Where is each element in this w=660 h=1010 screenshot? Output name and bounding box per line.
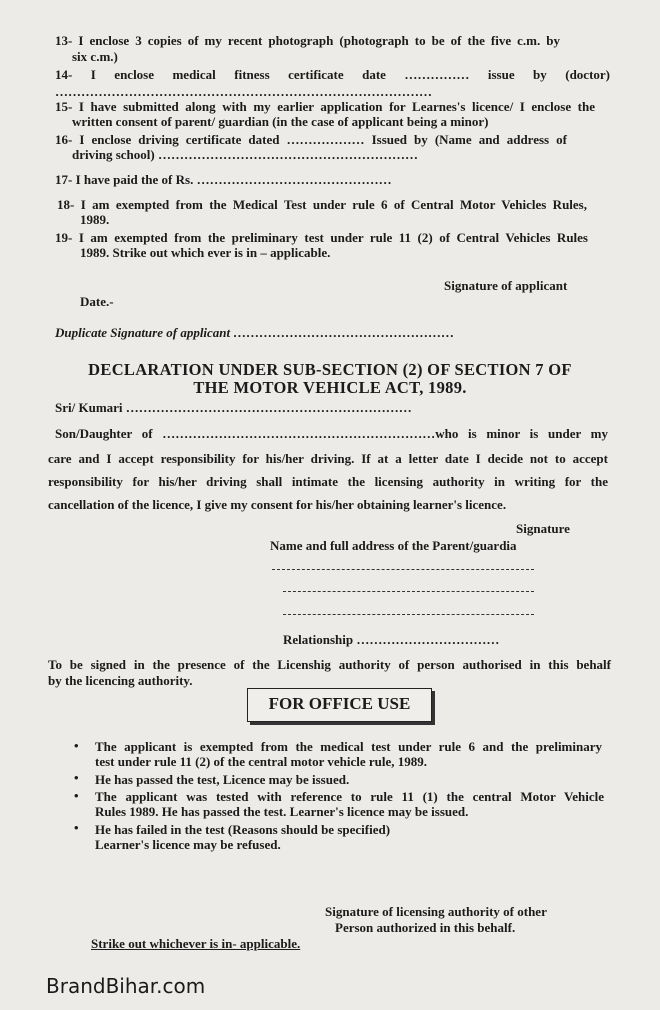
item-16-line1: 16- I enclose driving certificate dated ……………… Issued by (Name and address of <box>55 132 567 147</box>
brand-watermark: BrandBihar.com <box>46 974 206 998</box>
son-daughter-field: Son/Daughter of ………………………………………………………who is minor is under my <box>55 426 608 441</box>
relationship-field: Relationship …………………………… <box>283 632 500 647</box>
item-15-line1: 15- I have submitted along with my earlier application for Learnes's licence/ I enclose the <box>55 99 595 114</box>
bullet-dot: • <box>74 820 79 835</box>
parent-name-address: Name and full address of the Parent/guardia <box>270 538 517 553</box>
office-bullet-3-line1: The applicant was tested with reference to rule 11 (1) the central Motor Vehicle <box>95 789 604 804</box>
item-14-line2: …………………………………………………………………………… <box>55 84 432 99</box>
address-line-1 <box>272 569 534 570</box>
office-bullet-2: He has passed the test, Licence may be issued. <box>95 772 350 787</box>
office-bullet-4-line1: He has failed in the test (Reasons should be specified) <box>95 822 391 837</box>
declaration-title-line1: DECLARATION UNDER SUB-SECTION (2) OF SECTION 7 OF <box>88 360 572 379</box>
presence-line1: To be signed in the presence of the Licenshig authority of person authorised in this behalf <box>48 657 611 672</box>
item-19-line1: 19- I am exempted from the preliminary test under rule 11 (2) of Central Vehicles Rules <box>55 230 588 245</box>
item-13-line2: six c.m.) <box>72 49 118 64</box>
strike-out-note: Strike out whichever is in- applicable. <box>91 936 301 951</box>
office-bullet-3-line2: Rules 1989. He has passed the test. Learner's licence may be issued. <box>95 804 469 819</box>
licensing-authority-signature-line2: Person authorized in this behalf. <box>335 920 516 935</box>
declaration-body-line4: cancellation of the licence, I give my consent for his/her obtaining learner's licence. <box>48 497 507 512</box>
sri-kumari-field: Sri/ Kumari ………………………………………………………… <box>55 400 412 415</box>
address-line-2 <box>283 591 534 592</box>
item-17: 17- I have paid the of Rs. ……………………………………… <box>55 172 392 187</box>
item-15-line2: written consent of parent/ guardian (in the case of applicant being a minor) <box>72 114 489 129</box>
declaration-signature: Signature <box>516 521 570 536</box>
item-18-line2: 1989. <box>80 212 110 227</box>
office-bullet-1-line2: test under rule 11 (2) of the central motor vehicle rule, 1989. <box>95 754 428 769</box>
office-bullet-1-line1: The applicant is exempted from the medical test under rule 6 and the preliminary <box>95 739 602 754</box>
item-19-line2: 1989. Strike out which ever is in – applicable. <box>80 245 331 260</box>
declaration-body-line2: care and I accept responsibility for his/her driving. If at a letter date I decide not to accept <box>48 451 608 466</box>
duplicate-signature: Duplicate Signature of applicant …………………………………………… <box>55 325 455 340</box>
address-line-3 <box>283 614 534 615</box>
licensing-authority-signature-line1: Signature of licensing authority of other <box>325 904 547 919</box>
item-16-line2: driving school) …………………………………………………… <box>72 147 418 162</box>
bullet-dot: • <box>74 788 79 803</box>
presence-line2: by the licencing authority. <box>48 673 193 688</box>
bullet-dot: • <box>74 738 79 753</box>
item-18-line1: 18- I am exempted from the Medical Test under rule 6 of Central Motor Vehicles Rules, <box>57 197 587 212</box>
declaration-title-line2: THE MOTOR VEHICLE ACT, 1989. <box>193 378 467 397</box>
item-13-line1: 13- I enclose 3 copies of my recent photograph (photograph to be of the five c.m. by <box>55 33 560 48</box>
date-label: Date.- <box>80 294 114 309</box>
declaration-body-line3: responsibility for his/her driving shall intimate the licensing authority in writing for the <box>48 474 608 489</box>
office-use-box: FOR OFFICE USE <box>247 688 432 722</box>
item-14-line1: 14- I enclose medical fitness certificate date …………… issue by (doctor) <box>55 67 610 82</box>
office-bullet-4-line2: Learner's licence may be refused. <box>95 837 281 852</box>
bullet-dot: • <box>74 770 79 785</box>
signature-applicant: Signature of applicant <box>444 278 568 293</box>
